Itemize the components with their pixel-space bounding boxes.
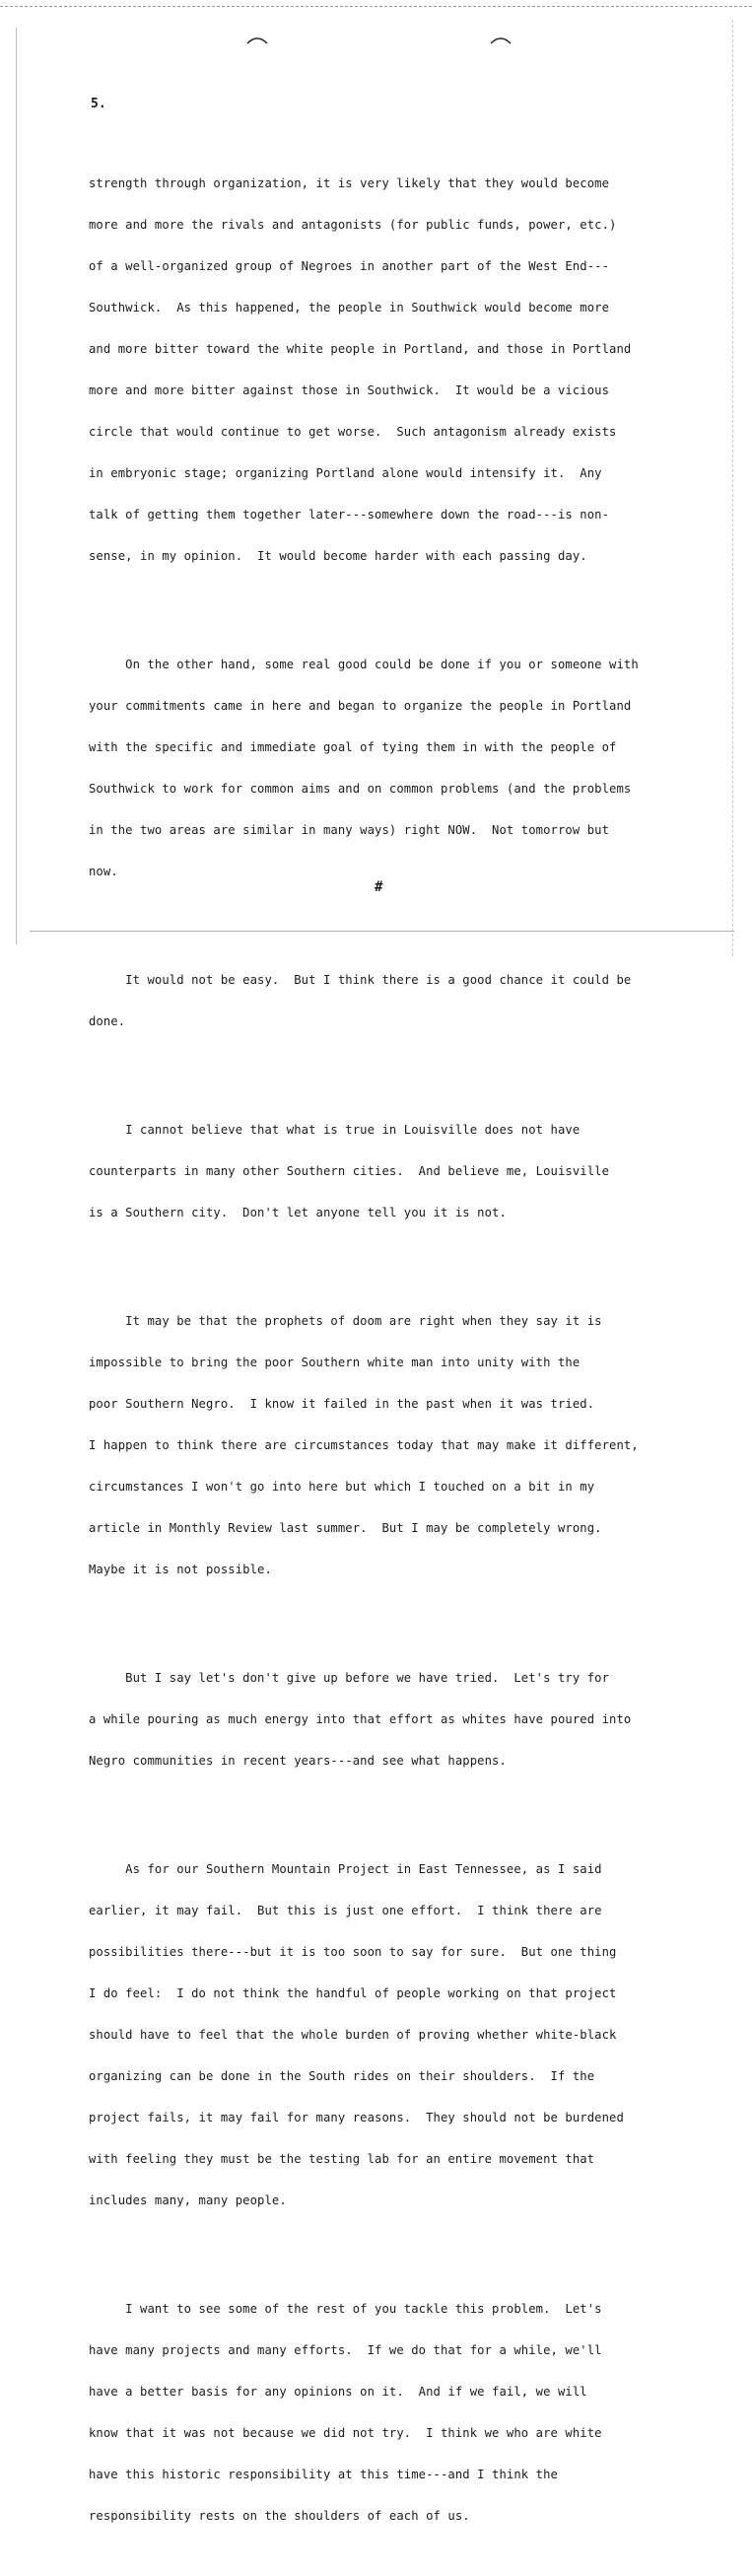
- text-line: poor Southern Negro. I know it failed in the past when it was tried.: [89, 1397, 595, 1411]
- text-line: counterparts in many other Southern cities. And believe me, Louisville: [89, 1164, 610, 1178]
- text-line: done.: [89, 1014, 126, 1028]
- text-line: organizing can be done in the South rides on their shoulders. If the: [89, 2069, 595, 2083]
- text-line: But I say let's don't give up before we have tried. Let's try for: [89, 1671, 610, 1685]
- paragraph: [89, 1287, 680, 1604]
- text-line: of a well-organized group of Negroes in another part of the West End---: [89, 259, 610, 273]
- paragraph: [89, 1643, 680, 1795]
- text-line: circumstances I won't go into here but which I touched on a bit in my: [89, 1480, 595, 1494]
- paragraph: [89, 945, 680, 1056]
- paragraph: [89, 149, 680, 591]
- text-line: I want to see some of the rest of you tackle this problem. Let's: [89, 2302, 602, 2316]
- text-line: have many projects and many efforts. If we do that for a while, we'll: [89, 2343, 602, 2357]
- text-line: is a Southern city. Don't let anyone tell you it is not.: [89, 1206, 507, 1219]
- paragraph: [89, 630, 680, 906]
- text-line: I do feel: I do not think the handful of people working on that project: [89, 1986, 617, 2000]
- text-line: possibilities there---but it is too soon to say for sure. But one thing: [89, 1945, 617, 1959]
- text-line: includes many, many people.: [89, 2193, 287, 2207]
- text-line: It would not be easy. But I think there is a good chance it could be: [89, 973, 632, 987]
- text-line: Southwick to work for common aims and on common problems (and the problems: [89, 782, 632, 796]
- punch-hole-mark: [489, 34, 513, 45]
- text-line: On the other hand, some real good could be done if you or someone with: [89, 658, 639, 671]
- text-line: As for our Southern Mountain Project in East Tennessee, as I said: [89, 1862, 602, 1876]
- paragraph: [89, 1095, 680, 1247]
- end-mark: #: [375, 879, 383, 895]
- text-line: Maybe it is not possible.: [89, 1563, 272, 1576]
- text-line: more and more bitter against those in Southwick. It would be a vicious: [89, 383, 610, 397]
- text-line: I happen to think there are circumstances today that may make it different,: [89, 1438, 639, 1452]
- text-line: sense, in my opinion. It would become harder with each passing day.: [89, 549, 587, 563]
- punch-hole-mark: [245, 34, 269, 45]
- scan-edge-right: [732, 20, 735, 956]
- text-line: project fails, it may fail for many reasons. They should not be burdened: [89, 2111, 624, 2124]
- scan-edge-top: [0, 0, 752, 7]
- text-line: I cannot believe that what is true in Louisville does not have: [89, 1123, 581, 1137]
- text-line: Southwick. As this happened, the people in Southwick would become more: [89, 301, 610, 314]
- text-line: in the two areas are similar in many ways) right NOW. Not tomorrow but: [89, 823, 610, 837]
- scan-edge-left: [16, 28, 20, 944]
- text-line: a while pouring as much energy into that effort as whites have poured into: [89, 1712, 632, 1726]
- text-line: earlier, it may fail. But this is just one effort. I think there are: [89, 1904, 602, 1917]
- text-line: more and more the rivals and antagonists (for public funds, power, etc.): [89, 218, 617, 232]
- text-line: It may be that the prophets of doom are right when they say it is: [89, 1314, 602, 1328]
- text-line: impossible to bring the poor Southern white man into unity with the: [89, 1356, 581, 1369]
- text-line: have a better basis for any opinions on it. And if we fail, we will: [89, 2385, 587, 2399]
- text-line: your commitments came in here and began to organize the people in Portland: [89, 699, 632, 713]
- text-line: should have to feel that the whole burden of proving whether white-black: [89, 2028, 617, 2042]
- page-number: 5.: [91, 97, 106, 111]
- text-line: article in Monthly Review last summer. But I may be completely wrong.: [89, 1521, 602, 1535]
- letter-body: [89, 121, 680, 2576]
- text-line: in embryonic stage; organizing Portland alone would intensify it. Any: [89, 466, 602, 480]
- text-line: and more bitter toward the white people in Portland, and those in Portland: [89, 342, 632, 356]
- text-line: have this historic responsibility at this time---and I think the: [89, 2468, 558, 2481]
- text-line: Negro communities in recent years---and see what happens.: [89, 1754, 507, 1768]
- text-line: circle that would continue to get worse. Such antagonism already exists: [89, 425, 617, 439]
- paragraph: [89, 1835, 680, 2235]
- text-line: know that it was not because we did not try. I think we who are white: [89, 2426, 602, 2440]
- text-line: responsibility rests on the shoulders of each of us.: [89, 2509, 470, 2523]
- text-line: now.: [89, 865, 118, 878]
- text-line: with feeling they must be the testing lab for an entire movement that: [89, 2152, 595, 2166]
- paragraph: [89, 2274, 680, 2550]
- text-line: strength through organization, it is very likely that they would become: [89, 176, 610, 190]
- text-line: with the specific and immediate goal of tying them in with the people of: [89, 740, 617, 754]
- text-line: talk of getting them together later---somewhere down the road---is non-: [89, 508, 610, 522]
